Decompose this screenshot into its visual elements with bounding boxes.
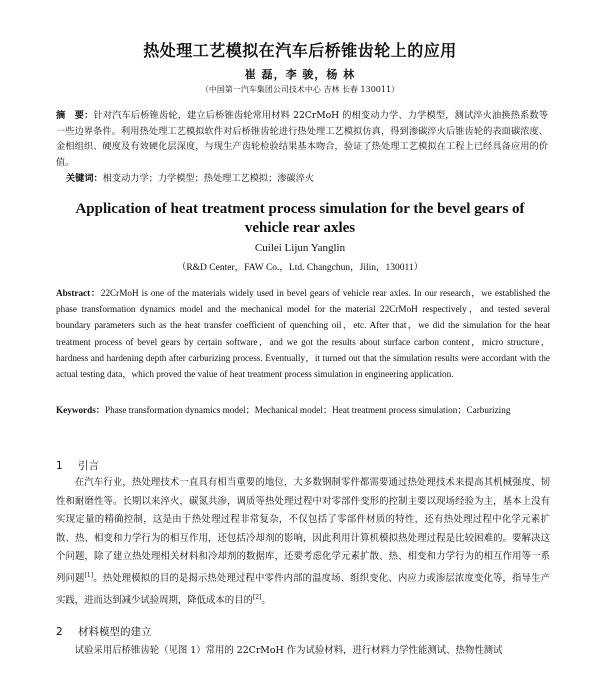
paragraph-text: 在汽车行业，热处理技术一直具有相当重要的地位，大多数钢制零件都需要通过热处理技术来提高其机械强度、韧性和耐磨性等。长期以来淬火，碳氮共渗，调质等热处理过程中对零部件变形的控制主要以现场经验为主，基本上没有实现定量的精确控制，这是由于热处理过程非常复杂，不仅包括了零部件材质的特性，还有热处理过程中化学元素扩散、热、相变和力学行为的相互作用，还包括冷却剂的影响，因此利用计算机模拟热处理过程是比较困难的。要解决这个问题，除了建立热处理相关材料和冷却剂的数据库，还要考虑化学元素扩散、热、相变和力学行为的相互作用等一系列问题 xyxy=(56,477,550,585)
chinese-keywords xyxy=(66,172,548,186)
english-affiliation: （R&D Center，FAW Co.，Ltd. Changchun，Jilin，130011） xyxy=(176,263,424,273)
chinese-keywords-text: 相变动力学；力学模型；热处理工艺模拟；渗碳淬火 xyxy=(102,173,315,184)
chinese-abstract-label: 摘 要： xyxy=(56,110,94,121)
english-abstract-label: Abstract： xyxy=(56,288,101,298)
material-model-paragraph xyxy=(56,642,550,661)
paragraph-text: 试验采用后桥锥齿轮（见图 1）常用的 22CrMoH 作为试验材料，进行材料力学性能测试、热物性测试 xyxy=(74,645,503,656)
citation-ref: [1] xyxy=(84,571,94,579)
paragraph-text: 。热处理模拟的目的是揭示热处理过程中零件内部的温度场、组织变化、内应力或渗层浓度变化等，指导生产实践，进而达到减少试验周期，降低成本的目的 xyxy=(56,573,550,606)
chinese-authors: 崔 磊，李 骏，杨 林 xyxy=(244,68,356,81)
section-heading-introduction xyxy=(56,458,99,473)
paragraph-text: 。 xyxy=(261,594,271,606)
section-number: 1 xyxy=(56,460,63,472)
english-abstract-text: 22CrMoH is one of the materials widely used in bevel gears of vehicle rear axles. In our research，we established the phase transformation dynamics model and the mechanical model for the material 22CrMoH respectively，and tested several boundary parameters such as the heat transfer coefficient of quenching oil，etc. After that，we did the simulation for the heat treatment process of bevel gears by certain software，and we got the results about surface carbon content，micro structure，hardness and hardening depth after carburizing process. Eventually，it turned out that the simulation results were accordant with the actual testing data，which proved the value of heat treatment process simulation in engineering application. xyxy=(56,288,550,380)
chinese-title: 热处理工艺模拟在汽车后桥锥齿轮上的应用 xyxy=(143,41,457,60)
english-authors: Cuilei Lijun Yanglin xyxy=(254,242,346,254)
section-title: 引言 xyxy=(78,460,99,472)
english-keywords-text: Phase transformation dynamics model；Mechanical model；Heat treatment process simulation；Carburizing xyxy=(105,405,511,415)
section-title: 材料模型的建立 xyxy=(78,626,152,638)
english-keywords xyxy=(56,402,550,418)
english-abstract xyxy=(56,285,550,382)
chinese-affiliation: （中国第一汽车集团公司技术中心 吉林 长春 130011） xyxy=(200,85,400,94)
chinese-abstract xyxy=(56,108,548,170)
english-keywords-label: Keywords： xyxy=(56,405,105,415)
introduction-paragraph xyxy=(56,474,550,610)
section-number: 2 xyxy=(56,626,63,638)
chinese-abstract-text: 针对汽车后桥锥齿轮，建立后桥锥齿轮常用材料 22CrMoH 的相变动力学、力学模型，测试淬火油换热系数等一些边界条件。利用热处理工艺模拟软件对后桥锥齿轮进行热处理工艺模拟仿真，得到渗碳淬火后锥齿轮的表面碳浓度、金相组织、硬度及有效硬化层深度，与现生产齿轮检验结果基本吻合，验证了热处理工艺模拟在工程上已经具备应用的价值。 xyxy=(56,110,549,168)
english-title: Application of heat treatment process simulation for the bevel gears of vehicle rear axles xyxy=(75,201,525,236)
chinese-keywords-label: 关键词： xyxy=(66,173,103,184)
citation-ref: [2] xyxy=(252,593,262,601)
section-heading-material-model xyxy=(56,624,152,639)
